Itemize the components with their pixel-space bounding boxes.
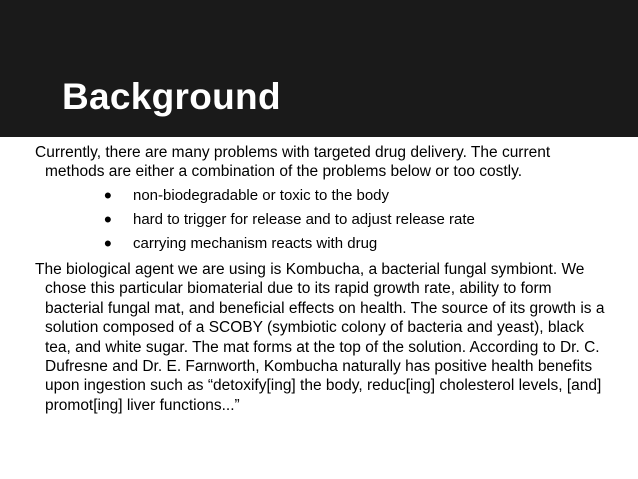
title-bar [0,0,638,137]
intro-paragraph: Currently, there are many problems with targeted drug delivery. The current methods are either a combination of the problems below or too costly. [35,144,551,180]
bullet-icon: • [104,183,112,208]
bullet-icon: • [104,207,112,232]
bullet-item [35,232,610,256]
slide-content [35,143,610,415]
bullet-item [35,208,610,232]
bullet-text: hard to trigger for release and to adjust release rate [133,211,475,228]
slide-title: Background [62,76,281,117]
bullet-icon: • [104,231,112,256]
bullet-list [35,184,610,256]
body-paragraph: The biological agent we are using is Kombucha, a bacterial fungal symbiont. We chose this particular biomaterial due to its rapid growth rate, ability to form bacterial fungal mat, and beneficial effects on health. The source of its growth is a solution composed of a SCOBY (symbiotic colony of bacteria and yeast), black tea, and white sugar. The mat forms at the top of the solution. According to Dr. C. Dufresne and Dr. E. Farnworth, Kombucha naturally has positive health benefits upon ingestion such as “detoxify[ing] the body, reduc[ing] cholesterol levels, [and] promot[ing] liver functions...” [35,261,605,414]
bullet-text: carrying mechanism reacts with drug [133,235,378,252]
bullet-text: non-biodegradable or toxic to the body [133,187,390,204]
bullet-item [35,184,610,208]
